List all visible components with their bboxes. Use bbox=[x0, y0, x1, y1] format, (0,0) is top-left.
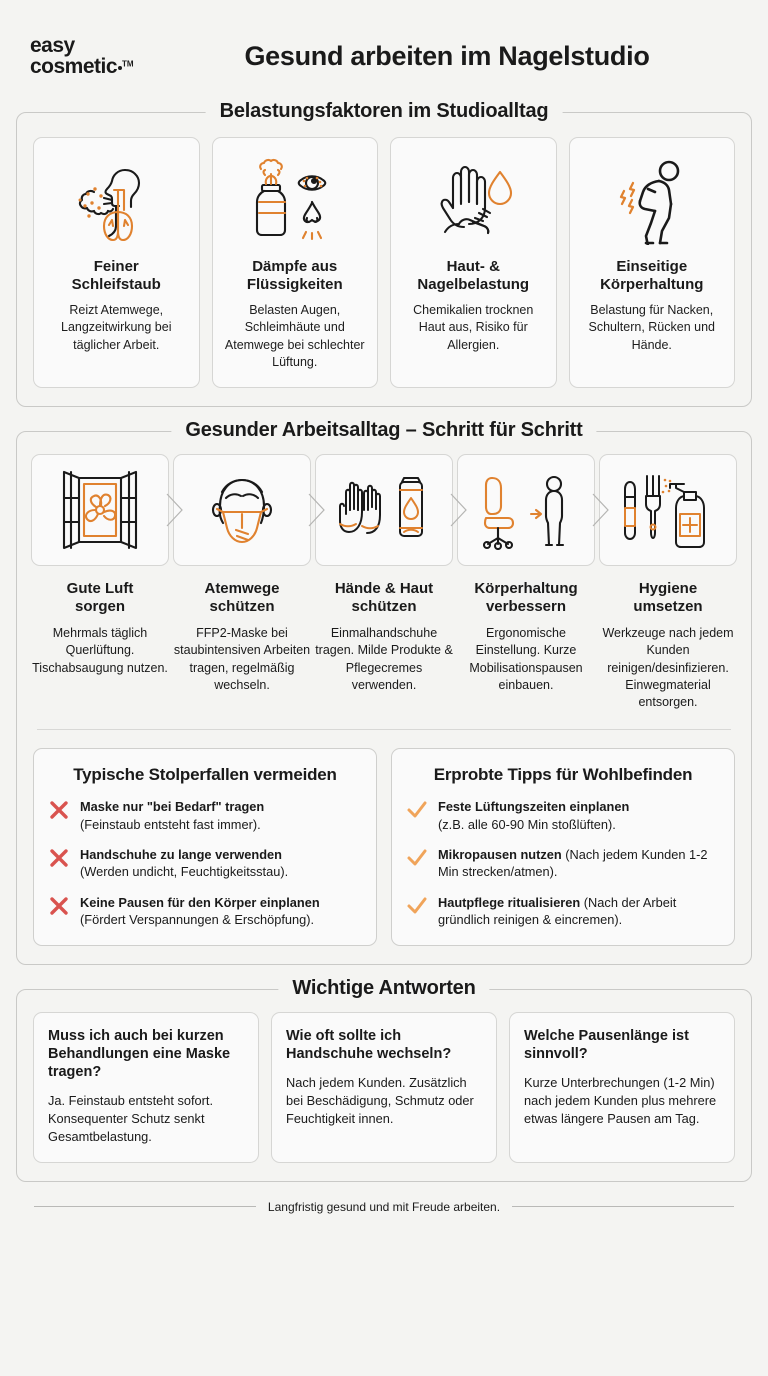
pitfall-lead: Keine Pausen für den Körper einplanen bbox=[80, 894, 320, 910]
tip-item bbox=[406, 894, 720, 929]
gloves-cream-icon bbox=[338, 470, 430, 550]
bottle-fumes-eye-nose-icon bbox=[243, 152, 347, 248]
step-description: Ergonomische Einstellung. Kurze Mobilisationspausen einbauen. bbox=[469, 626, 583, 692]
trademark-symbol: TM bbox=[122, 59, 134, 69]
workflow-panel bbox=[16, 419, 752, 965]
step-description: Werkzeuge nach jedem Kunden reinigen/desinfizieren. Einwegmaterial entsorgen. bbox=[602, 626, 734, 709]
brand-line-1: easy bbox=[30, 33, 75, 57]
step-icon-box bbox=[315, 454, 453, 566]
faq-question: Welche Pausenlänge ist sinnvoll? bbox=[524, 1027, 689, 1062]
window-fan-icon bbox=[58, 470, 142, 550]
page-footer bbox=[16, 1200, 752, 1214]
step-item bbox=[31, 454, 169, 711]
step-title: Gute Luft sorgen bbox=[66, 580, 134, 615]
factor-description: Reizt Atemwege, Langzeitwirkung bei täglicher Arbeit. bbox=[61, 303, 172, 352]
pitfall-lead: Maske nur "bei Bedarf" tragen bbox=[80, 799, 265, 815]
tips-box bbox=[391, 748, 735, 945]
faq-question: Wie oft sollte ich Handschuhe wechseln? bbox=[286, 1027, 452, 1062]
step-chevron-icon bbox=[308, 493, 326, 527]
faq-legend: Wichtige Antworten bbox=[278, 977, 489, 1000]
workflow-legend: Gesunder Arbeitsalltag – Schritt für Schritt bbox=[171, 419, 596, 442]
check-icon bbox=[406, 799, 428, 821]
pitfall-text bbox=[80, 846, 288, 881]
factor-title: Haut- & Nagelbelastung bbox=[417, 258, 530, 293]
step-icon-box bbox=[31, 454, 169, 566]
factors-card-row bbox=[17, 113, 751, 406]
factor-card bbox=[212, 137, 379, 388]
dodont-row bbox=[17, 730, 751, 963]
tip-rest: (Nach der Arbeit gründlich reinigen & eincremen). bbox=[438, 894, 677, 928]
tip-text bbox=[438, 846, 720, 881]
step-chevron-icon bbox=[450, 493, 468, 527]
brand-line-2: cosmetic bbox=[30, 55, 118, 78]
footer-rule-left bbox=[34, 1206, 256, 1207]
faq-answer: Nach jedem Kunden. Zusätzlich bei Beschädigung, Schmutz oder Feuchtigkeit innen. bbox=[286, 1074, 474, 1126]
factor-description: Chemikalien trocknen Haut aus, Risiko für Allergien. bbox=[413, 303, 534, 352]
tip-item bbox=[406, 798, 720, 833]
factor-card bbox=[33, 137, 200, 388]
faq-row bbox=[17, 990, 751, 1181]
tip-lead: Hautpflege ritualisieren bbox=[438, 894, 581, 910]
factor-card bbox=[569, 137, 736, 388]
pitfall-text bbox=[80, 798, 264, 833]
step-chevron-icon bbox=[166, 493, 184, 527]
faq-answer: Ja. Feinstaub entsteht sofort. Konsequenter Schutz senkt Gesamtbelastung. bbox=[48, 1092, 214, 1144]
factor-title: Dämpfe aus Flüssigkeiten bbox=[246, 258, 343, 293]
tip-lead: Mikropausen nutzen bbox=[438, 847, 562, 863]
hunched-person-pain-icon bbox=[607, 152, 697, 248]
face-mask-icon bbox=[202, 470, 282, 550]
step-chevron-icon bbox=[592, 493, 610, 527]
tip-rest: (z.B. alle 60-90 Min stoßlüften). bbox=[438, 816, 616, 832]
pitfall-rest: (Werden undicht, Feuchtigkeitsstau). bbox=[80, 864, 289, 880]
cross-icon bbox=[48, 847, 70, 869]
tip-rest: (Nach jedem Kunden 1-2 Min strecken/atmen). bbox=[438, 847, 708, 880]
step-icon-box bbox=[173, 454, 311, 566]
step-description: Einmalhandschuhe tragen. Milde Produkte & Pflegecremes verwenden. bbox=[315, 626, 453, 692]
page-header bbox=[16, 0, 752, 112]
step-icon-box bbox=[599, 454, 737, 566]
tip-text bbox=[438, 894, 720, 929]
pitfall-rest: (Fördert Verspannungen & Erschöpfung). bbox=[80, 912, 315, 928]
factor-description: Belastung für Nacken, Schultern, Rücken und Hände. bbox=[588, 303, 715, 352]
footer-text: Langfristig gesund und mit Freude arbeiten. bbox=[267, 1199, 501, 1214]
pitfall-lead: Handschuhe zu lange verwenden bbox=[80, 847, 282, 863]
factors-legend: Belastungsfaktoren im Studioalltag bbox=[206, 100, 563, 123]
step-title: Atemwege schützen bbox=[204, 580, 280, 615]
tools-spray-icon bbox=[622, 470, 714, 550]
step-item bbox=[315, 454, 453, 711]
faq-question: Muss ich auch bei kurzen Behandlungen eine Maske tragen? bbox=[48, 1027, 231, 1080]
tip-text bbox=[438, 798, 629, 833]
check-icon bbox=[406, 895, 428, 917]
pitfall-rest: (Feinstaub entsteht fast immer). bbox=[80, 816, 261, 832]
steps-row bbox=[17, 432, 751, 711]
pitfall-text bbox=[80, 894, 320, 929]
chair-posture-icon bbox=[478, 470, 574, 550]
step-item bbox=[599, 454, 737, 711]
step-title: Körperhaltung verbessern bbox=[474, 580, 578, 615]
step-icon-box bbox=[457, 454, 595, 566]
step-description: FFP2-Maske bei staubintensiven Arbeiten tragen, regelmäßig wechseln. bbox=[173, 626, 311, 692]
cross-icon bbox=[48, 799, 70, 821]
step-item bbox=[457, 454, 595, 711]
cross-icon bbox=[48, 895, 70, 917]
step-item bbox=[173, 454, 311, 711]
footer-rule-right bbox=[512, 1206, 734, 1207]
step-description: Mehrmals täglich Querlüftung. Tischabsaugung nutzen. bbox=[32, 626, 168, 675]
pitfall-item bbox=[48, 894, 362, 929]
step-title: Hygiene umsetzen bbox=[633, 580, 703, 615]
pitfalls-box bbox=[33, 748, 377, 945]
page-title: Gesund arbeiten im Nagelstudio bbox=[244, 40, 650, 71]
dust-lungs-icon bbox=[68, 152, 164, 248]
faq-card bbox=[509, 1012, 735, 1163]
factor-title: Feiner Schleifstaub bbox=[71, 258, 161, 293]
faq-answer: Kurze Unterbrechungen (1-2 Min) nach jedem Kunden plus mehrere etwas längere Pausen am Tag. bbox=[524, 1074, 717, 1126]
faq-card bbox=[33, 1012, 259, 1163]
hand-droplet-icon bbox=[423, 152, 523, 248]
tip-item bbox=[406, 846, 720, 881]
check-icon bbox=[406, 847, 428, 869]
faq-card bbox=[271, 1012, 497, 1163]
tip-lead: Feste Lüftungszeiten einplanen bbox=[438, 799, 630, 815]
factor-card bbox=[390, 137, 557, 388]
factors-panel bbox=[16, 100, 752, 407]
brand-logo bbox=[30, 35, 180, 78]
tips-title: Erprobte Tipps für Wohlbefinden bbox=[433, 765, 693, 785]
factor-title: Einseitige Körperhaltung bbox=[600, 258, 704, 293]
step-title: Hände & Haut schützen bbox=[334, 580, 434, 615]
pitfall-item bbox=[48, 846, 362, 881]
pitfalls-title: Typische Stolperfallen vermeiden bbox=[73, 765, 337, 785]
factor-description: Belasten Augen, Schleimhäute und Atemwege bei schlechter Lüftung. bbox=[224, 303, 365, 369]
pitfall-item bbox=[48, 798, 362, 833]
faq-panel bbox=[16, 976, 752, 1182]
